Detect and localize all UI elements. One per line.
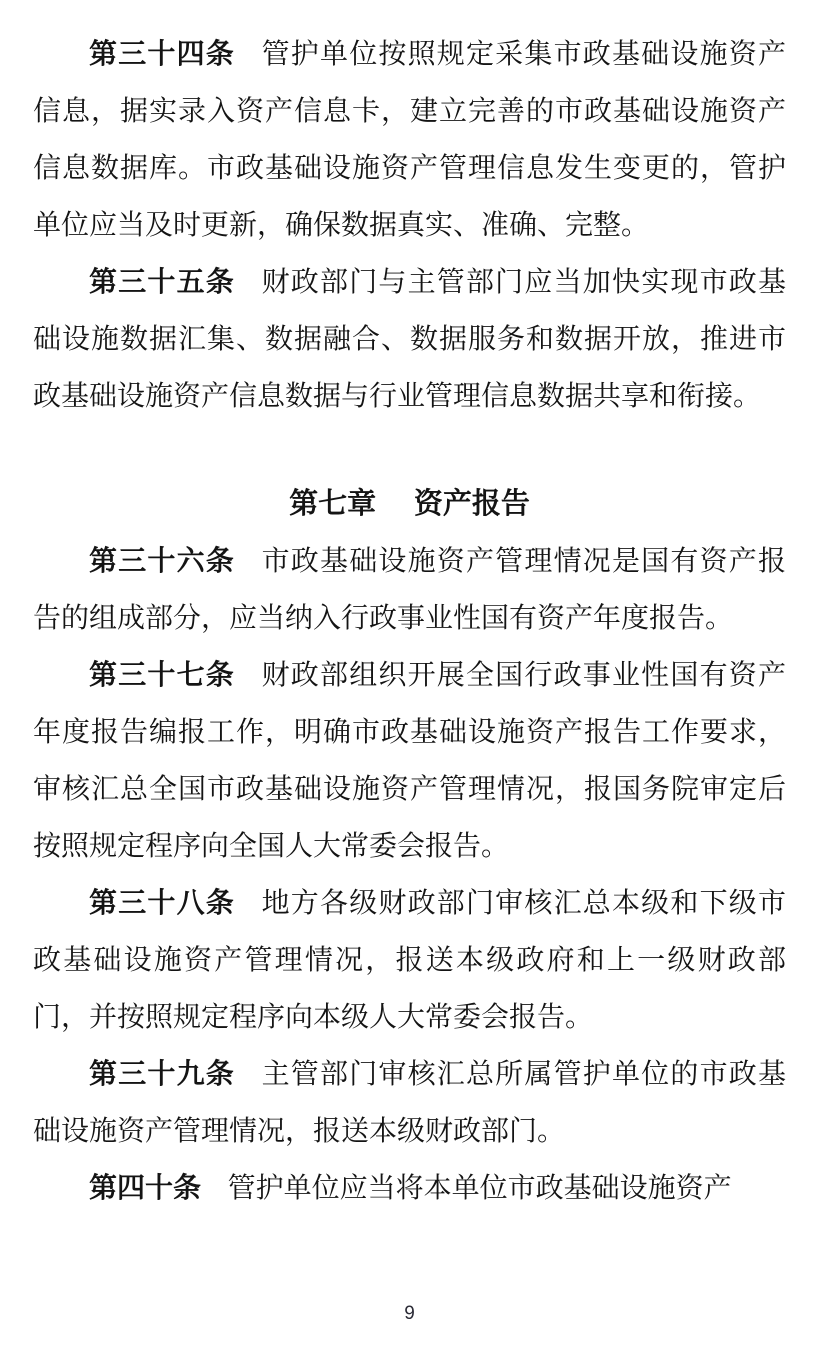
article-39-number: 第三十九条 <box>89 1059 235 1090</box>
article-34-number: 第三十四条 <box>89 39 235 70</box>
article-36 <box>33 533 786 647</box>
article-37-number: 第三十七条 <box>89 660 235 691</box>
article-40-number: 第四十条 <box>89 1173 202 1204</box>
chapter-number: 第七章 <box>289 488 377 520</box>
article-35-number: 第三十五条 <box>89 267 235 298</box>
article-35 <box>33 254 786 425</box>
article-36-text: 市政基础设施资产管理情况是国有资产报告的组成部分，应当纳入行政事业性国有资产年度报告。 <box>33 546 786 634</box>
article-39-text: 主管部门审核汇总所属管护单位的市政基础设施资产管理情况，报送本级财政部门。 <box>33 1059 786 1147</box>
article-36-number: 第三十六条 <box>89 546 235 577</box>
article-40-text: 管护单位应当将本单位市政基础设施资产 <box>227 1173 732 1204</box>
article-34-text: 管护单位按照规定采集市政基础设施资产信息，据实录入资产信息卡，建立完善的市政基础设施资产信息数据库。市政基础设施资产管理信息发生变更的，管护单位应当及时更新，确保数据真实、准确、完整。 <box>33 39 786 241</box>
article-38-text: 地方各级财政部门审核汇总本级和下级市政基础设施资产管理情况，报送本级政府和上一级财政部门，并按照规定程序向本级人大常委会报告。 <box>33 888 786 1033</box>
article-38 <box>33 875 786 1046</box>
article-38-number: 第三十八条 <box>89 888 235 919</box>
article-34 <box>33 26 786 254</box>
article-39 <box>33 1046 786 1160</box>
article-37-text: 财政部组织开展全国行政事业性国有资产年度报告编报工作，明确市政基础设施资产报告工作要求，审核汇总全国市政基础设施资产管理情况，报国务院审定后按照规定程序向全国人大常委会报告。 <box>33 660 786 862</box>
page-number: 9 <box>404 1303 415 1324</box>
article-35-text: 财政部门与主管部门应当加快实现市政基础设施数据汇集、数据融合、数据服务和数据开放，推进市政基础设施资产信息数据与行业管理信息数据共享和衔接。 <box>33 267 786 412</box>
article-40 <box>33 1160 786 1217</box>
chapter-heading <box>33 476 786 533</box>
chapter-title: 资产报告 <box>413 488 530 520</box>
article-37 <box>33 647 786 875</box>
